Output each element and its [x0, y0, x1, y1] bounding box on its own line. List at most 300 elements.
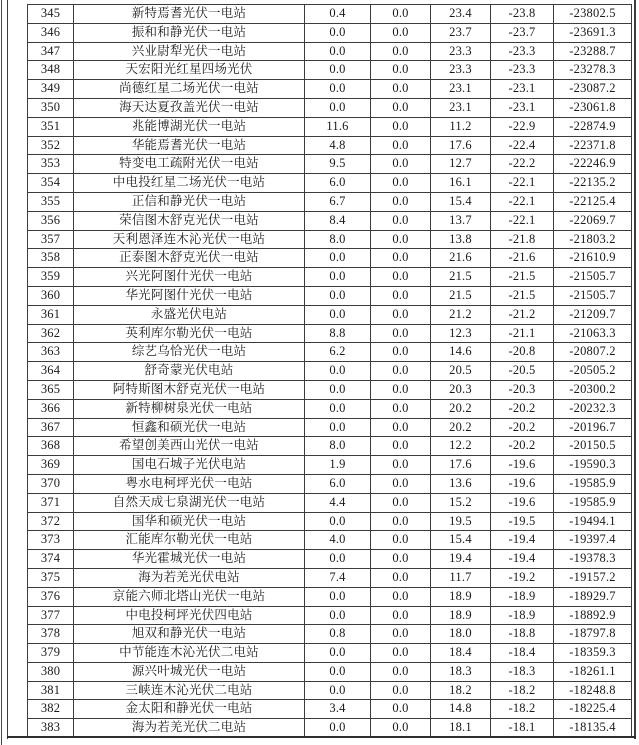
value-cell-5: -18225.4 [554, 700, 632, 719]
value-cell-2: 0.0 [371, 5, 431, 24]
value-cell-5: -22246.9 [554, 155, 632, 174]
value-cell-4: -18.4 [491, 644, 554, 663]
value-cell-1: 0.8 [305, 625, 371, 644]
station-name-cell: 恒鑫和硕光伏一电站 [74, 418, 305, 437]
value-cell-3: 21.6 [431, 249, 491, 268]
row-index-cell: 367 [28, 418, 74, 437]
table-row [28, 662, 632, 681]
row-index-cell: 352 [28, 136, 74, 155]
value-cell-4: -19.5 [491, 512, 554, 531]
station-name-cell: 汇能库尔勒光伏一电站 [74, 531, 305, 550]
value-cell-5: -23691.3 [554, 23, 632, 42]
table-row [28, 268, 632, 287]
value-cell-3: 13.6 [431, 474, 491, 493]
table-row [28, 531, 632, 550]
value-cell-5: -19585.9 [554, 474, 632, 493]
row-index-cell: 371 [28, 493, 74, 512]
table-row [28, 305, 632, 324]
table-row [28, 456, 632, 475]
table-row [28, 80, 632, 99]
table-row [28, 644, 632, 663]
station-table-body [28, 5, 632, 738]
station-name-cell: 源兴叶城光伏一电站 [74, 662, 305, 681]
row-index-cell: 346 [28, 23, 74, 42]
value-cell-2: 0.0 [371, 230, 431, 249]
value-cell-5: -22135.2 [554, 174, 632, 193]
station-name-cell: 永盛光伏电站 [74, 305, 305, 324]
value-cell-5: -23288.7 [554, 42, 632, 61]
value-cell-3: 15.4 [431, 192, 491, 211]
station-name-cell: 天利恩泽连木沁光伏一电站 [74, 230, 305, 249]
station-name-cell: 希望创美西山光伏一电站 [74, 437, 305, 456]
value-cell-1: 0.0 [305, 418, 371, 437]
row-index-cell: 381 [28, 681, 74, 700]
row-index-cell: 355 [28, 192, 74, 211]
value-cell-4: -19.6 [491, 474, 554, 493]
value-cell-1: 6.0 [305, 474, 371, 493]
table-row [28, 380, 632, 399]
table-row [28, 437, 632, 456]
table-row [28, 61, 632, 80]
value-cell-2: 0.0 [371, 61, 431, 80]
value-cell-5: -21209.7 [554, 305, 632, 324]
value-cell-1: 0.0 [305, 399, 371, 418]
value-cell-3: 23.1 [431, 98, 491, 117]
row-index-cell: 377 [28, 606, 74, 625]
value-cell-3: 20.2 [431, 399, 491, 418]
value-cell-1: 0.0 [305, 662, 371, 681]
value-cell-3: 12.7 [431, 155, 491, 174]
value-cell-1: 0.0 [305, 606, 371, 625]
table-row [28, 399, 632, 418]
station-name-cell: 正信和静光伏一电站 [74, 192, 305, 211]
value-cell-1: 0.0 [305, 587, 371, 606]
row-index-cell: 368 [28, 437, 74, 456]
value-cell-1: 6.0 [305, 174, 371, 193]
station-name-cell: 振和和静光伏一电站 [74, 23, 305, 42]
value-cell-1: 9.5 [305, 155, 371, 174]
value-cell-3: 18.9 [431, 587, 491, 606]
value-cell-3: 16.1 [431, 174, 491, 193]
row-index-cell: 380 [28, 662, 74, 681]
value-cell-2: 0.0 [371, 625, 431, 644]
table-row [28, 362, 632, 381]
station-name-cell: 华光阿图什光伏一电站 [74, 286, 305, 305]
value-cell-5: -22069.7 [554, 211, 632, 230]
value-cell-2: 0.0 [371, 211, 431, 230]
value-cell-3: 17.6 [431, 456, 491, 475]
page-left-edge [1, 0, 2, 745]
value-cell-3: 20.3 [431, 380, 491, 399]
value-cell-1: 8.8 [305, 324, 371, 343]
value-cell-1: 8.4 [305, 211, 371, 230]
value-cell-4: -19.6 [491, 493, 554, 512]
value-cell-4: -23.8 [491, 5, 554, 24]
value-cell-5: -23061.8 [554, 98, 632, 117]
value-cell-4: -23.1 [491, 80, 554, 99]
value-cell-1: 0.0 [305, 305, 371, 324]
station-name-cell: 海为若羌光伏二电站 [74, 719, 305, 738]
value-cell-2: 0.0 [371, 98, 431, 117]
value-cell-4: -18.9 [491, 587, 554, 606]
value-cell-4: -20.8 [491, 343, 554, 362]
value-cell-3: 20.2 [431, 418, 491, 437]
row-index-cell: 350 [28, 98, 74, 117]
value-cell-4: -23.1 [491, 98, 554, 117]
table-row [28, 42, 632, 61]
row-index-cell: 369 [28, 456, 74, 475]
row-index-cell: 376 [28, 587, 74, 606]
value-cell-1: 0.4 [305, 5, 371, 24]
value-cell-2: 0.0 [371, 606, 431, 625]
value-cell-3: 23.1 [431, 80, 491, 99]
value-cell-1: 0.0 [305, 681, 371, 700]
value-cell-2: 0.0 [371, 587, 431, 606]
row-index-cell: 374 [28, 550, 74, 569]
value-cell-2: 0.0 [371, 286, 431, 305]
station-name-cell: 阿特斯图木舒克光伏一电站 [74, 380, 305, 399]
table-row [28, 230, 632, 249]
value-cell-1: 0.0 [305, 61, 371, 80]
value-cell-3: 21.5 [431, 268, 491, 287]
table-row [28, 493, 632, 512]
value-cell-4: -21.5 [491, 268, 554, 287]
station-name-cell: 舒奇蒙光伏电站 [74, 362, 305, 381]
value-cell-3: 23.4 [431, 5, 491, 24]
value-cell-4: -20.5 [491, 362, 554, 381]
value-cell-4: -21.1 [491, 324, 554, 343]
value-cell-3: 18.9 [431, 606, 491, 625]
station-name-cell: 粤水电柯坪光伏一电站 [74, 474, 305, 493]
table-row [28, 606, 632, 625]
value-cell-4: -18.2 [491, 700, 554, 719]
row-index-cell: 379 [28, 644, 74, 663]
value-cell-1: 6.7 [305, 192, 371, 211]
row-index-cell: 363 [28, 343, 74, 362]
table-row [28, 249, 632, 268]
station-name-cell: 自然天成七泉湖光伏一电站 [74, 493, 305, 512]
value-cell-2: 0.0 [371, 662, 431, 681]
row-index-cell: 351 [28, 117, 74, 136]
value-cell-4: -23.3 [491, 61, 554, 80]
table-row [28, 192, 632, 211]
value-cell-5: -22874.9 [554, 117, 632, 136]
value-cell-4: -23.3 [491, 42, 554, 61]
value-cell-3: 12.2 [431, 437, 491, 456]
table-row [28, 286, 632, 305]
station-name-cell: 尚德红星二场光伏一电站 [74, 80, 305, 99]
station-name-cell: 国电石城子光伏电站 [74, 456, 305, 475]
row-index-cell: 362 [28, 324, 74, 343]
value-cell-1: 0.0 [305, 512, 371, 531]
value-cell-5: -19378.3 [554, 550, 632, 569]
row-index-cell: 345 [28, 5, 74, 24]
value-cell-4: -23.7 [491, 23, 554, 42]
value-cell-4: -22.2 [491, 155, 554, 174]
station-name-cell: 荣信图木舒克光伏一电站 [74, 211, 305, 230]
row-index-cell: 359 [28, 268, 74, 287]
value-cell-1: 0.0 [305, 249, 371, 268]
station-name-cell: 特变电工疏附光伏一电站 [74, 155, 305, 174]
row-index-cell: 348 [28, 61, 74, 80]
value-cell-4: -18.8 [491, 625, 554, 644]
value-cell-3: 12.3 [431, 324, 491, 343]
table-row [28, 98, 632, 117]
value-cell-4: -22.1 [491, 192, 554, 211]
value-cell-2: 0.0 [371, 249, 431, 268]
value-cell-4: -18.3 [491, 662, 554, 681]
value-cell-3: 20.5 [431, 362, 491, 381]
value-cell-3: 23.3 [431, 42, 491, 61]
value-cell-1: 0.0 [305, 719, 371, 738]
value-cell-1: 0.0 [305, 98, 371, 117]
value-cell-2: 0.0 [371, 418, 431, 437]
value-cell-2: 0.0 [371, 343, 431, 362]
table-row [28, 700, 632, 719]
station-name-cell: 中电投红星二场光伏一电站 [74, 174, 305, 193]
row-index-cell: 370 [28, 474, 74, 493]
row-index-cell: 375 [28, 568, 74, 587]
value-cell-5: -18135.4 [554, 719, 632, 738]
value-cell-3: 14.6 [431, 343, 491, 362]
value-cell-2: 0.0 [371, 681, 431, 700]
row-index-cell: 354 [28, 174, 74, 193]
value-cell-5: -21505.7 [554, 286, 632, 305]
value-cell-1: 0.0 [305, 380, 371, 399]
station-name-cell: 海为若羌光伏电站 [74, 568, 305, 587]
value-cell-4: -19.4 [491, 550, 554, 569]
value-cell-5: -18892.9 [554, 606, 632, 625]
value-cell-1: 11.6 [305, 117, 371, 136]
value-cell-3: 13.8 [431, 230, 491, 249]
station-name-cell: 新特柳树泉光伏一电站 [74, 399, 305, 418]
value-cell-2: 0.0 [371, 136, 431, 155]
value-cell-1: 8.0 [305, 230, 371, 249]
value-cell-4: -21.2 [491, 305, 554, 324]
row-index-cell: 361 [28, 305, 74, 324]
value-cell-1: 0.0 [305, 42, 371, 61]
value-cell-2: 0.0 [371, 42, 431, 61]
value-cell-2: 0.0 [371, 155, 431, 174]
value-cell-5: -23087.2 [554, 80, 632, 99]
value-cell-5: -20196.7 [554, 418, 632, 437]
table-row [28, 136, 632, 155]
value-cell-2: 0.0 [371, 512, 431, 531]
row-index-cell: 364 [28, 362, 74, 381]
value-cell-5: -22371.8 [554, 136, 632, 155]
value-cell-3: 14.8 [431, 700, 491, 719]
station-name-cell: 兴业尉犁光伏一电站 [74, 42, 305, 61]
station-name-cell: 京能六师北塔山光伏一电站 [74, 587, 305, 606]
value-cell-5: -18797.8 [554, 625, 632, 644]
value-cell-1: 0.0 [305, 286, 371, 305]
row-index-cell: 373 [28, 531, 74, 550]
station-name-cell: 中节能连木沁光伏二电站 [74, 644, 305, 663]
row-index-cell: 353 [28, 155, 74, 174]
value-cell-4: -20.2 [491, 437, 554, 456]
row-index-cell: 347 [28, 42, 74, 61]
value-cell-2: 0.0 [371, 268, 431, 287]
station-name-cell: 兴光阿图什光伏一电站 [74, 268, 305, 287]
value-cell-4: -20.2 [491, 418, 554, 437]
value-cell-4: -22.4 [491, 136, 554, 155]
value-cell-2: 0.0 [371, 305, 431, 324]
station-name-cell: 金太阳和静光伏一电站 [74, 700, 305, 719]
value-cell-3: 18.4 [431, 644, 491, 663]
table-row [28, 550, 632, 569]
table-row [28, 343, 632, 362]
value-cell-5: -23802.5 [554, 5, 632, 24]
value-cell-3: 21.5 [431, 286, 491, 305]
row-index-cell: 372 [28, 512, 74, 531]
value-cell-4: -21.6 [491, 249, 554, 268]
row-index-cell: 383 [28, 719, 74, 738]
value-cell-1: 0.0 [305, 80, 371, 99]
value-cell-4: -21.5 [491, 286, 554, 305]
value-cell-3: 18.1 [431, 719, 491, 738]
value-cell-5: -18929.7 [554, 587, 632, 606]
station-name-cell: 三峡连木沁光伏二电站 [74, 681, 305, 700]
value-cell-3: 18.3 [431, 662, 491, 681]
value-cell-1: 4.0 [305, 531, 371, 550]
table-row [28, 625, 632, 644]
station-name-cell: 综艺乌恰光伏一电站 [74, 343, 305, 362]
row-index-cell: 378 [28, 625, 74, 644]
value-cell-3: 15.4 [431, 531, 491, 550]
value-cell-2: 0.0 [371, 380, 431, 399]
value-cell-2: 0.0 [371, 531, 431, 550]
row-index-cell: 366 [28, 399, 74, 418]
value-cell-5: -19397.4 [554, 531, 632, 550]
value-cell-5: -20232.3 [554, 399, 632, 418]
value-cell-2: 0.0 [371, 117, 431, 136]
value-cell-3: 17.6 [431, 136, 491, 155]
value-cell-4: -18.2 [491, 681, 554, 700]
value-cell-2: 0.0 [371, 362, 431, 381]
table-row [28, 719, 632, 738]
station-name-cell: 华能焉耆光伏一电站 [74, 136, 305, 155]
row-index-cell: 356 [28, 211, 74, 230]
value-cell-4: -22.9 [491, 117, 554, 136]
value-cell-5: -18248.8 [554, 681, 632, 700]
value-cell-2: 0.0 [371, 437, 431, 456]
value-cell-5: -20150.5 [554, 437, 632, 456]
value-cell-5: -19590.3 [554, 456, 632, 475]
station-name-cell: 旭双和静光伏一电站 [74, 625, 305, 644]
table-row [28, 5, 632, 24]
value-cell-5: -19157.2 [554, 568, 632, 587]
station-name-cell: 天宏阳光红星四场光伏 [74, 61, 305, 80]
table-row [28, 568, 632, 587]
value-cell-1: 4.4 [305, 493, 371, 512]
table-row [28, 211, 632, 230]
value-cell-5: -22125.4 [554, 192, 632, 211]
value-cell-3: 19.4 [431, 550, 491, 569]
value-cell-4: -21.8 [491, 230, 554, 249]
value-cell-3: 13.7 [431, 211, 491, 230]
row-index-cell: 349 [28, 80, 74, 99]
station-name-cell: 兆能博湖光伏一电站 [74, 117, 305, 136]
table-row [28, 474, 632, 493]
row-index-cell: 357 [28, 230, 74, 249]
value-cell-2: 0.0 [371, 644, 431, 663]
station-name-cell: 国华和硕光伏一电站 [74, 512, 305, 531]
value-cell-1: 7.4 [305, 568, 371, 587]
value-cell-5: -21063.3 [554, 324, 632, 343]
value-cell-4: -20.3 [491, 380, 554, 399]
value-cell-1: 0.0 [305, 362, 371, 381]
row-index-cell: 360 [28, 286, 74, 305]
table-bottom-rule [7, 736, 636, 738]
table-row [28, 587, 632, 606]
value-cell-4: -18.1 [491, 719, 554, 738]
value-cell-4: -20.2 [491, 399, 554, 418]
value-cell-4: -22.1 [491, 174, 554, 193]
value-cell-2: 0.0 [371, 719, 431, 738]
value-cell-4: -19.4 [491, 531, 554, 550]
value-cell-5: -21803.2 [554, 230, 632, 249]
value-cell-1: 3.4 [305, 700, 371, 719]
value-cell-2: 0.0 [371, 399, 431, 418]
table-row [28, 681, 632, 700]
value-cell-1: 1.9 [305, 456, 371, 475]
value-cell-2: 0.0 [371, 474, 431, 493]
value-cell-2: 0.0 [371, 700, 431, 719]
table-outer-frame-left [7, 0, 8, 739]
station-table [27, 4, 632, 738]
value-cell-2: 0.0 [371, 456, 431, 475]
value-cell-1: 0.0 [305, 268, 371, 287]
station-name-cell: 英利库尔勒光伏一电站 [74, 324, 305, 343]
value-cell-4: -19.2 [491, 568, 554, 587]
table-row [28, 155, 632, 174]
value-cell-2: 0.0 [371, 493, 431, 512]
value-cell-3: 11.2 [431, 117, 491, 136]
value-cell-5: -20300.2 [554, 380, 632, 399]
station-name-cell: 新特焉耆光伏一电站 [74, 5, 305, 24]
value-cell-1: 4.8 [305, 136, 371, 155]
value-cell-3: 11.7 [431, 568, 491, 587]
value-cell-4: -22.1 [491, 211, 554, 230]
station-name-cell: 正泰图木舒克光伏一电站 [74, 249, 305, 268]
station-name-cell: 华光霍城光伏一电站 [74, 550, 305, 569]
table-row [28, 23, 632, 42]
table-row [28, 324, 632, 343]
value-cell-4: -19.6 [491, 456, 554, 475]
station-name-cell: 海天达夏孜盖光伏一电站 [74, 98, 305, 117]
value-cell-5: -19494.1 [554, 512, 632, 531]
row-index-cell: 358 [28, 249, 74, 268]
value-cell-1: 8.0 [305, 437, 371, 456]
value-cell-1: 0.0 [305, 23, 371, 42]
row-index-cell: 382 [28, 700, 74, 719]
value-cell-5: -18359.3 [554, 644, 632, 663]
value-cell-5: -21505.7 [554, 268, 632, 287]
value-cell-3: 23.7 [431, 23, 491, 42]
value-cell-3: 23.3 [431, 61, 491, 80]
value-cell-5: -20807.2 [554, 343, 632, 362]
value-cell-2: 0.0 [371, 550, 431, 569]
table-row [28, 418, 632, 437]
value-cell-3: 21.2 [431, 305, 491, 324]
value-cell-2: 0.0 [371, 568, 431, 587]
value-cell-5: -20505.2 [554, 362, 632, 381]
value-cell-5: -23278.3 [554, 61, 632, 80]
value-cell-2: 0.0 [371, 174, 431, 193]
value-cell-1: 0.0 [305, 644, 371, 663]
value-cell-2: 0.0 [371, 23, 431, 42]
table-outer-frame-right [634, 0, 636, 739]
